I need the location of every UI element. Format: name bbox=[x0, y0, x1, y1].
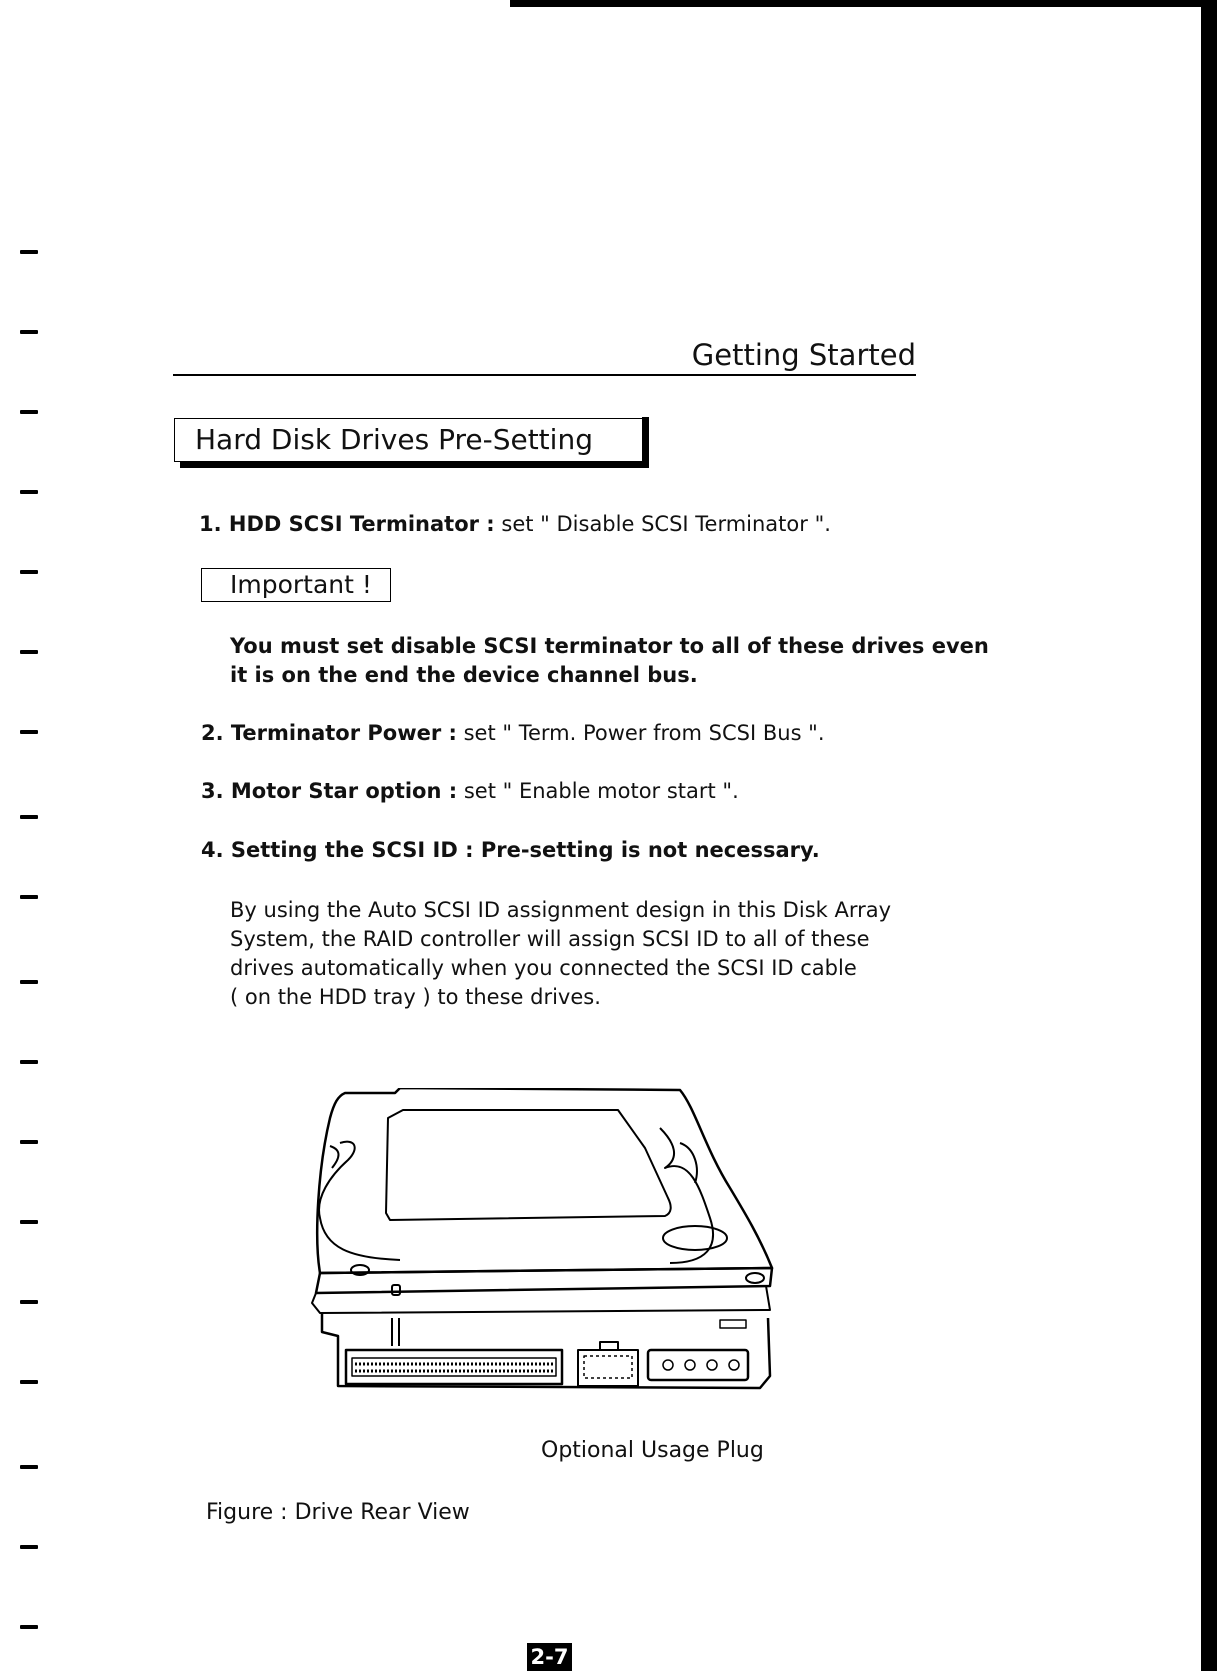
drive-base-plate bbox=[316, 1268, 772, 1293]
step-lead: 4. Setting the SCSI ID : bbox=[201, 838, 474, 862]
scan-right-border bbox=[1201, 0, 1217, 1671]
step-value: set " Disable SCSI Terminator ". bbox=[501, 512, 831, 536]
running-header: Getting Started bbox=[691, 338, 916, 372]
optional-usage-plug-label: Optional Usage Plug bbox=[541, 1438, 764, 1463]
power-pin bbox=[663, 1360, 673, 1370]
margin-tick bbox=[20, 650, 38, 654]
drive-groove bbox=[660, 1128, 713, 1263]
section-title: Hard Disk Drives Pre-Setting bbox=[195, 423, 593, 456]
scan-top-border bbox=[510, 0, 1217, 7]
step-value: set " Term. Power from SCSI Bus ". bbox=[463, 721, 825, 745]
margin-tick bbox=[20, 1465, 38, 1469]
paragraph-line: System, the RAID controller will assign SCSI ID to all of these bbox=[230, 927, 870, 951]
paragraph-line: You must set disable SCSI terminator to all of these drives even bbox=[230, 634, 989, 658]
important-label: Important ! bbox=[230, 570, 372, 599]
margin-tick bbox=[20, 570, 38, 574]
section-title-edge bbox=[642, 417, 649, 467]
power-pin bbox=[707, 1360, 717, 1370]
jumper-post bbox=[392, 1285, 400, 1295]
margin-tick bbox=[20, 1625, 38, 1629]
power-pin bbox=[685, 1360, 695, 1370]
margin-tick bbox=[20, 490, 38, 494]
margin-tick bbox=[20, 895, 38, 899]
important-box bbox=[201, 568, 391, 602]
step-lead: 1. HDD SCSI Terminator : bbox=[199, 512, 495, 536]
paragraph-line: By using the Auto SCSI ID assignment design in this Disk Array bbox=[230, 898, 892, 922]
header-rule bbox=[173, 374, 916, 376]
margin-tick bbox=[20, 1380, 38, 1384]
drive-top-cover bbox=[317, 1088, 772, 1273]
drive-groove bbox=[330, 1146, 339, 1168]
figure-caption: Figure : Drive Rear View bbox=[206, 1500, 470, 1525]
margin-tick bbox=[20, 250, 38, 254]
optional-plug-latch bbox=[600, 1342, 618, 1350]
step-value: Pre-setting is not necessary. bbox=[480, 838, 820, 862]
margin-tick bbox=[20, 410, 38, 414]
section-title-box bbox=[174, 418, 643, 462]
margin-tick bbox=[20, 1140, 38, 1144]
power-pin bbox=[729, 1360, 739, 1370]
drive-label-panel bbox=[386, 1110, 671, 1220]
margin-tick bbox=[20, 1545, 38, 1549]
step-2 bbox=[201, 721, 825, 745]
page-number: 2-7 bbox=[527, 1643, 572, 1671]
margin-tick bbox=[20, 730, 38, 734]
margin-tick bbox=[20, 330, 38, 334]
step-4 bbox=[201, 838, 820, 862]
scsi-connector-pins bbox=[352, 1358, 556, 1376]
scsi-connector bbox=[346, 1350, 562, 1384]
screw-icon bbox=[746, 1273, 764, 1283]
margin-tick bbox=[20, 980, 38, 984]
pcb-chip bbox=[720, 1320, 746, 1328]
auto-id-paragraph bbox=[230, 896, 891, 1012]
margin-tick bbox=[20, 1220, 38, 1224]
paragraph-line: it is on the end the device channel bus. bbox=[230, 663, 698, 687]
paragraph-line: drives automatically when you connected the SCSI ID cable bbox=[230, 956, 857, 980]
optional-plug-pins bbox=[584, 1356, 632, 1378]
margin-tick bbox=[20, 815, 38, 819]
step-3 bbox=[201, 779, 739, 803]
step-lead: 2. Terminator Power : bbox=[201, 721, 457, 745]
drive-rear-view-figure bbox=[300, 1088, 820, 1398]
paragraph-line: ( on the HDD tray ) to these drives. bbox=[230, 985, 601, 1009]
step-value: set " Enable motor start ". bbox=[463, 779, 739, 803]
drive-groove bbox=[680, 1143, 697, 1183]
margin-tick bbox=[20, 1300, 38, 1304]
important-text bbox=[230, 632, 989, 690]
drive-platter-oval bbox=[663, 1226, 727, 1250]
margin-tick bbox=[20, 1060, 38, 1064]
step-1 bbox=[199, 512, 831, 536]
step-lead: 3. Motor Star option : bbox=[201, 779, 458, 803]
